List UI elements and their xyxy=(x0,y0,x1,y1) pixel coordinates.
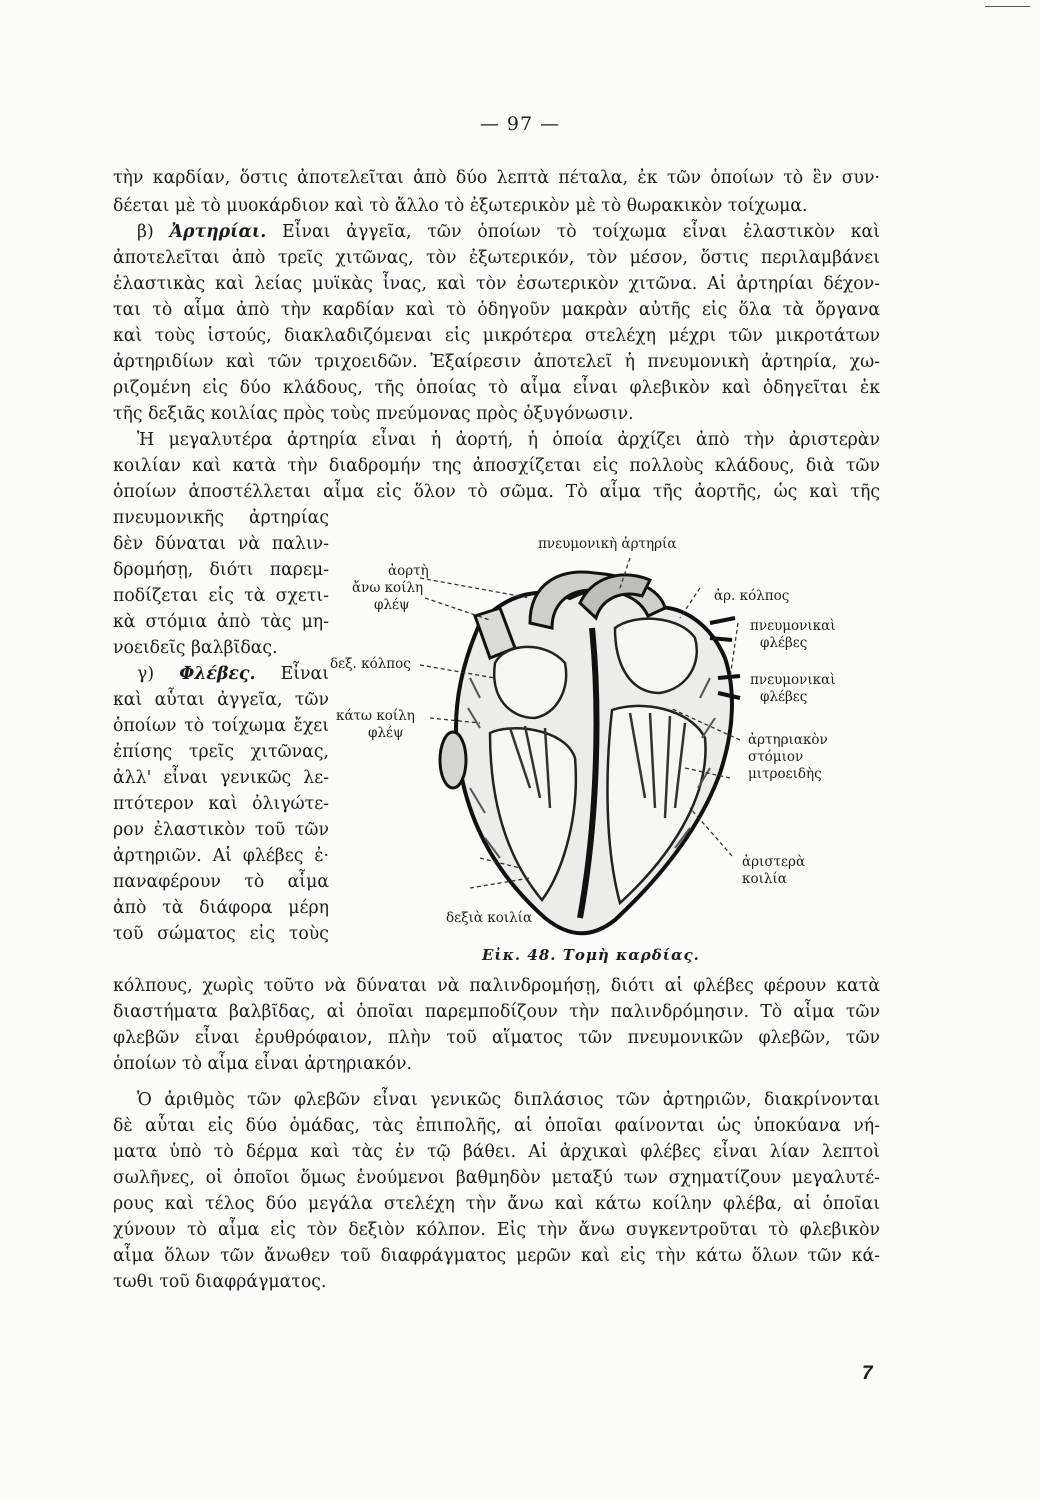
text-line: διαστήματα βαλβῖδας, αἱ ὁποῖαι παρεμποδίζουν τὴν παλινδρόμησιν. Τὸ αἷμα τῶν xyxy=(113,1002,880,1022)
text-line: αἷμα ὅλων τῶν ἄνωθεν τοῦ διαφράγματος μερῶν καὶ εἰς τὴν κάτω ὅλων τῶν κά- xyxy=(113,1246,880,1266)
text-line: τὴν καρδίαν, ὅστις ἀποτελεῖται ἀπὸ δύο λεπτὰ πέταλα, ἐκ τῶν ὁποίων τὸ ἓν συν· xyxy=(113,168,880,188)
text-line: πνευμονικῆς ἀρτηρίας xyxy=(113,508,329,528)
text-line: ματα ὑπὸ τὸ δέρμα καὶ τὰς ἐν τῷ βάθει. Αἱ ἀρχικαὶ φλέβες εἶναι λίαν λεπτοὶ xyxy=(113,1142,880,1162)
text-line: καὶ τοὺς ἱστούς, διακλαδιζόμεναι εἰς μικρότερα στελέχη μέχρι τῶν μικροτάτων xyxy=(113,326,880,346)
text-line: δρομήσῃ, διότι παρεμ- xyxy=(113,560,329,580)
text-line: νοειδεῖς βαλβῖδας. xyxy=(113,638,278,658)
text-line: ρους καὶ τέλος δύο μεγάλα στελέχη τὴν ἄνω καὶ κάτω κοίλην φλέβα, αἱ ὁποῖαι xyxy=(113,1194,880,1214)
text-line: ποδίζεται εἰς τὰ σχετι- xyxy=(113,586,329,606)
text-line: δὲ αὗται εἰς δύο ὁμάδας, τὰς ἐπιπολῆς, αἱ ὁποῖαι φαίνονται ὡς ὑποκύανα νή- xyxy=(113,1116,880,1136)
inferior-vena-cava-shape xyxy=(440,732,466,788)
page-number: — 97 — xyxy=(479,113,561,135)
text-line: Ὁ ἀριθμὸς τῶν φλεβῶν εἶναι γενικῶς διπλάσιος τῶν ἀρτηριῶν, διακρίνονται xyxy=(137,1090,880,1110)
label-pulmonary-artery: πνευμονικὴ ἀρτηρία xyxy=(538,536,677,552)
label-right-ventricle: δεξιὰ κοιλία xyxy=(446,910,533,926)
text-line: ἀλλ' εἶναι γενικῶς λε- xyxy=(113,768,329,788)
label-pulmonary-veins-b-2: φλέβες xyxy=(760,689,808,705)
label-mitral-3: μιτροειδὴς xyxy=(748,766,822,782)
text-line: ἀπὸ τὰ διάφορα μέρη xyxy=(113,898,329,918)
top-rule xyxy=(985,6,1030,7)
text-line: ἀρτηριδίων καὶ τῶν τριχοειδῶν. Ἐξαίρεσιν ἀποτελεῖ ἡ πνευμονικὴ ἀρτηρία, χω- xyxy=(113,352,880,372)
text-line: ὁποίων τὸ τοίχωμα ἔχει xyxy=(113,716,329,736)
leader-pulmonary-veins xyxy=(730,623,738,678)
label-superior-vena-cava-2: φλέψ xyxy=(374,597,410,613)
section-heading-veins: Φλέβες. xyxy=(179,664,256,684)
text-line: κὰ στόμια ἀπὸ τὰς μη- xyxy=(113,612,329,632)
text-line: ἀποτελεῖται ἀπὸ τρεῖς χιτῶνας, τὸν ἐξωτερικόν, τὸν μέσον, ὅστις περιλαμβάνει xyxy=(113,248,880,268)
text-line: φλεβῶν εἶναι ἐρυθρόφαιον, πλὴν τοῦ αἵματος τῶν πνευμονικῶν φλεβῶν, τῶν xyxy=(113,1028,880,1048)
section-heading-arteries: Ἀρτηρίαι. xyxy=(169,222,267,242)
label-aorta: ἀορτὴ xyxy=(388,563,429,579)
text-line: Ἡ μεγαλυτέρα ἀρτηρία εἶναι ἡ ἀορτή, ἡ ὁποία ἀρχίζει ἀπὸ τὴν ἀριστερὰν xyxy=(137,430,880,450)
text-line: ἐπίσης τρεῖς χιτῶνας, xyxy=(113,742,329,762)
label-left-atrium: ἀρ. κόλπος xyxy=(714,588,790,604)
heart-illustration xyxy=(330,528,890,988)
figure-caption: Εἰκ. 48. Τομὴ καρδίας. xyxy=(482,946,700,964)
text-line: δέεται μὲ τὸ μυοκάρδιον καὶ τὸ ἄλλο τὸ ἐξωτερικὸν μὲ τὸ θωρακικὸν τοίχωμα. xyxy=(113,196,808,216)
text-line: παναφέρουν τὸ αἷμα xyxy=(113,872,329,892)
label-pulmonary-veins-b: πνευμονικαὶ xyxy=(750,672,836,688)
text-line: πτότερον καὶ ὀλιγώτε- xyxy=(113,794,329,814)
text-line: ἀρτηριῶν. Αἱ φλέβες ἐ· xyxy=(113,846,329,866)
label-left-ventricle-2: κοιλία xyxy=(742,871,787,887)
heart-section-figure xyxy=(330,528,890,988)
section-veins-first-line xyxy=(113,661,329,687)
label-pulmonary-veins-2: φλέβες xyxy=(760,635,808,651)
text-line: ριζομένη εἰς δύο κλάδους, τῆς ὁποίας τὸ αἷμα εἶναι φλεβικὸν καὶ ὁδηγεῖται ἐκ xyxy=(113,378,880,398)
text-line: δὲν δύναται νὰ παλιν- xyxy=(113,534,329,554)
label-inferior-vena-cava: κάτω κοίλη xyxy=(336,708,415,724)
text-line: ρον ἐλαστικὸν τοῦ τῶν xyxy=(113,820,329,840)
section-marker: γ) xyxy=(137,664,155,684)
label-mitral: ἀρτηριακὸν xyxy=(748,732,828,748)
text-line: τωθι τοῦ διαφράγματος. xyxy=(113,1272,327,1292)
label-left-ventricle: ἀριστερὰ xyxy=(742,854,806,870)
leader-left-atrium xyxy=(680,588,700,618)
text-span: Εἶναι xyxy=(280,664,329,684)
label-pulmonary-veins: πνευμονικαὶ xyxy=(750,618,836,634)
label-inferior-vena-cava-2: φλέψ xyxy=(368,725,404,741)
text-line: σωλῆνες, οἱ ὁποῖοι ὅμως ἑνούμενοι βαθμηδὸν μεταξύ των σχηματίζουν μεγαλυτέ- xyxy=(113,1168,880,1188)
text-line: ται τὸ αἷμα ἀπὸ τὴν καρδίαν καὶ τὸ ὁδηγοῦν μακρὰν αὐτῆς εἰς ὅλα τὰ ὄργανα xyxy=(113,300,880,320)
text-line: κοιλίαν καὶ κατὰ τὴν διαδρομήν της ἀποσχίζεται εἰς πολλοὺς κλάδους, διὰ τῶν xyxy=(113,456,880,476)
text-line: καὶ αὗται ἀγγεῖα, τῶν xyxy=(113,690,329,710)
text-line: κόλπους, χωρὶς τοῦτο νὰ δύναται νὰ παλινδρομήσῃ, διότι αἱ φλέβες φέρουν κατὰ xyxy=(113,976,880,996)
label-right-atrium: δεξ. κόλπος xyxy=(330,656,411,672)
label-mitral-2: στόμιον xyxy=(748,749,804,765)
label-superior-vena-cava: ἄνω κοίλη xyxy=(352,580,424,596)
text-span: Εἶναι ἀγγεῖα, τῶν ὁποίων τὸ τοίχωμα εἶναι ἐλαστικὸν καὶ xyxy=(282,222,880,242)
text-line: τοῦ σώματος εἰς τοὺς xyxy=(113,924,329,944)
text-line: ὁποίων ἀποστέλλεται αἷμα εἰς ὅλον τὸ σῶμα. Τὸ αἷμα τῆς ἀορτῆς, ὡς καὶ τῆς xyxy=(113,482,880,502)
text-line: τῆς δεξιᾶς κοιλίας πρὸς τοὺς πνεύμονας πρὸς ὀξυγόνωσιν. xyxy=(113,404,634,424)
leader-aorta xyxy=(420,578,530,598)
text-line: χύνουν τὸ αἷμα εἰς τὸν δεξιὸν κόλπον. Εἰς τὴν ἄνω συγκεντροῦται τὸ φλεβικὸν xyxy=(113,1220,880,1240)
text-line: ὁποίων τὸ αἷμα εἶναι ἀρτηριακόν. xyxy=(113,1054,413,1074)
section-arteries-first-line xyxy=(113,219,880,245)
signature-mark: 7 xyxy=(862,1363,873,1384)
section-marker: β) xyxy=(137,222,154,242)
text-line: ἐλαστικὰς καὶ λείας μυϊκὰς ἶνας, καὶ τὸν ἐσωτερικὸν χιτῶνα. Αἱ ἀρτηρίαι δέχον- xyxy=(113,274,880,294)
leader-superior-vena-cava xyxy=(425,598,490,620)
